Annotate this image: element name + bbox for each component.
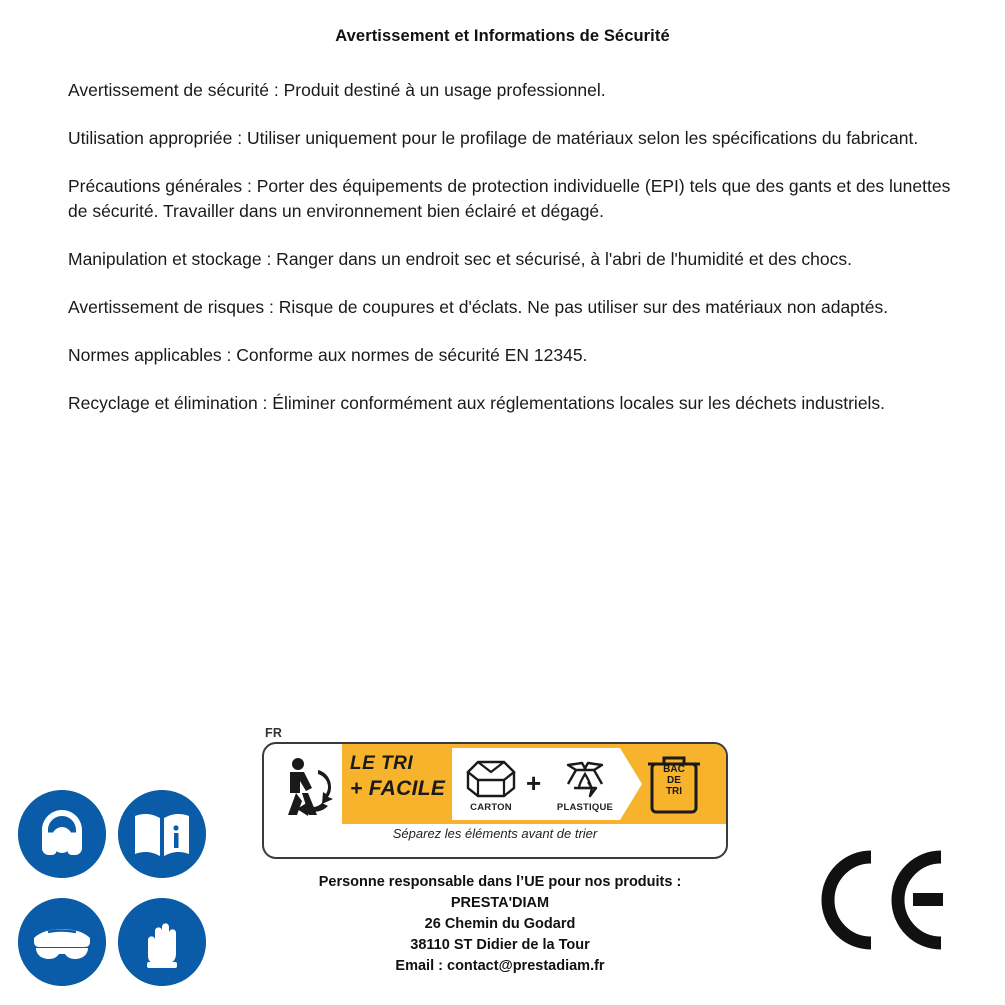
- tri-country-code: FR: [265, 726, 283, 740]
- paragraph-standards: Normes applicables : Conforme aux normes de sécurité EN 12345.: [68, 345, 588, 365]
- bin-text-line3: TRI: [665, 786, 683, 798]
- responsible-heading: [215, 872, 785, 893]
- tri-slogan: [350, 754, 450, 800]
- page-title: Avertissement et Informations de Sécurité: [335, 27, 670, 45]
- company-street: 26 Chemin du Godard: [424, 916, 576, 932]
- paragraph-proper-use: Utilisation appropriée : Utiliser uniquement pour le profilage de matériaux selon les spécifications du fabricant.: [68, 128, 919, 148]
- tri-slogan-line1: LE TRI: [350, 753, 414, 774]
- hand-protection-icon: [118, 898, 206, 986]
- bin-text: [650, 764, 698, 798]
- responsible-heading-bold: UE: [524, 874, 545, 890]
- email-label: Email :: [395, 958, 447, 974]
- company-city: 38110 ST Didier de la Tour: [410, 937, 590, 953]
- eye-protection-icon: [18, 898, 106, 986]
- responsible-person-block: [215, 872, 785, 977]
- carton-icon: [460, 752, 522, 800]
- responsible-heading-suffix: pour nos produits :: [544, 874, 682, 890]
- tri-slogan-line2: + FACILE: [350, 776, 446, 800]
- bin-text-line1: BAC: [663, 764, 685, 775]
- tri-plus-sign: +: [526, 768, 542, 798]
- bin-text-line2: DE: [667, 775, 681, 787]
- safety-text-block: [68, 78, 958, 416]
- triman-recycling-label: [262, 726, 730, 856]
- plastique-label: PLASTIQUE: [556, 802, 614, 813]
- company-email-line: [215, 956, 785, 977]
- triman-person-icon: [270, 748, 342, 822]
- paragraph-handling-storage: Manipulation et stockage : Ranger dans un endroit sec et sécurisé, à l'abri de l'humidité et des chocs.: [68, 249, 852, 269]
- paragraph-general-precautions: Précautions générales : Porter des équipements de protection individuelle (EPI) tels que des gants et des lunettes de sécurité. Travailler dans un environnement bien éclairé et dégagé.: [68, 176, 951, 221]
- paragraph-recycling: Recyclage et élimination : Éliminer conformément aux réglementations locales sur les déchets industriels.: [68, 393, 886, 413]
- read-instructions-icon: [118, 790, 206, 878]
- ear-protection-icon: [18, 790, 106, 878]
- email-value: contact@prestadiam.fr: [447, 958, 605, 974]
- responsible-heading-prefix: Personne responsable dans l’: [318, 874, 525, 890]
- company-name: PRESTA'DIAM: [450, 895, 550, 911]
- tri-label-box: [262, 742, 728, 859]
- ppe-pictogram-group: [18, 790, 218, 985]
- carton-label: CARTON: [470, 802, 512, 813]
- plastique-icon: [554, 752, 616, 800]
- paragraph-risk-warning: Avertissement de risques : Risque de coupures et d'éclats. Ne pas utiliser sur des matériaux non adaptés.: [68, 297, 889, 317]
- tri-arrow-shape: [620, 748, 642, 820]
- paragraph-safety-warning: Avertissement de sécurité : Produit destiné à un usage professionnel.: [68, 80, 606, 100]
- ce-marking-icon: [813, 845, 953, 955]
- tri-footer-text: Séparez les éléments avant de trier: [392, 826, 598, 841]
